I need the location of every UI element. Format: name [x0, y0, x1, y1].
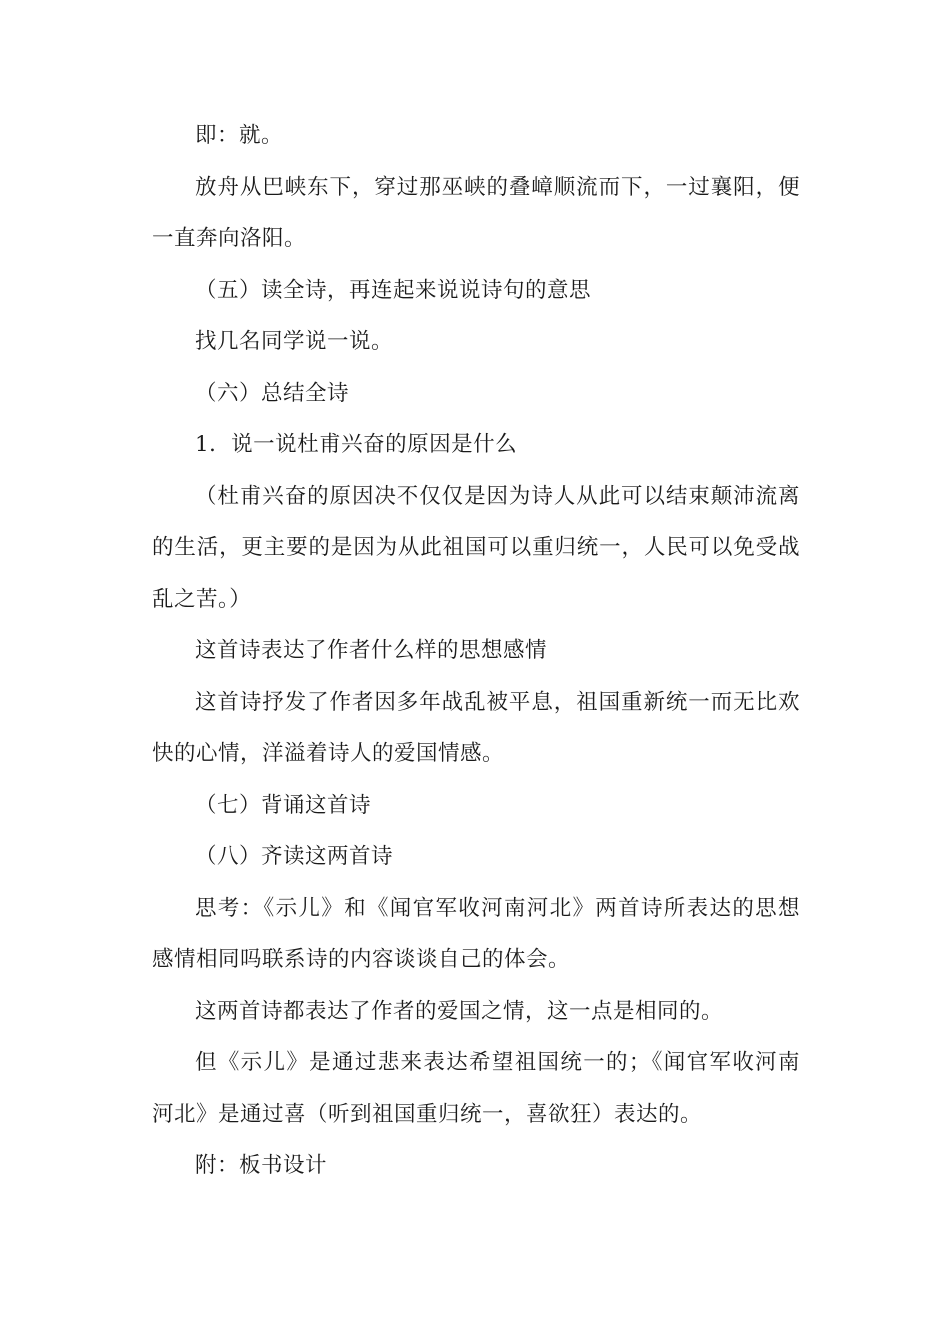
answer-one: （杜甫兴奋的原因决不仅仅是因为诗人从此可以结束颠沛流离的生活，更主要的是因为从此祖国可以重归统一，人民可以免受战乱之苦。）	[152, 483, 800, 612]
paragraph-definition: 即：就。	[195, 123, 284, 148]
section-heading-six: （六）总结全诗	[195, 380, 350, 406]
section-heading-five: （五）读全诗，再连起来说说诗句的意思	[195, 277, 592, 303]
thinking-answer-difference: 但《示儿》是通过悲来表达希望祖国统一的；《闻官军收河南河北》是通过喜（听到祖国重归统一，喜欲狂）表达的。	[152, 1050, 800, 1127]
thinking-answer-similarity: 这两首诗都表达了作者的爱国之情，这一点是相同的。	[195, 998, 724, 1024]
question-one: 1．说一说杜甫兴奋的原因是什么	[195, 432, 518, 457]
section-heading-eight: （八）齐读这两首诗	[195, 844, 394, 869]
document-page	[152, 110, 800, 1192]
appendix-heading: 附：板书设计	[195, 1153, 328, 1178]
paragraph-translation: 放舟从巴峡东下，穿过那巫峡的叠嶂顺流而下，一过襄阳，便一直奔向洛阳。	[152, 174, 800, 251]
section-heading-seven: （七）背诵这首诗	[195, 792, 372, 818]
thinking-question: 思考：《示儿》和《闻官军收河南河北》两首诗所表达的思想感情相同吗联系诗的内容谈谈自己的体会。	[152, 895, 800, 972]
paragraph-activity: 找几名同学说一说。	[195, 329, 394, 354]
answer-two: 这首诗抒发了作者因多年战乱被平息，祖国重新统一而无比欢快的心情，洋溢着诗人的爱国情感。	[152, 689, 800, 766]
question-two: 这首诗表达了作者什么样的思想感情	[195, 638, 548, 663]
